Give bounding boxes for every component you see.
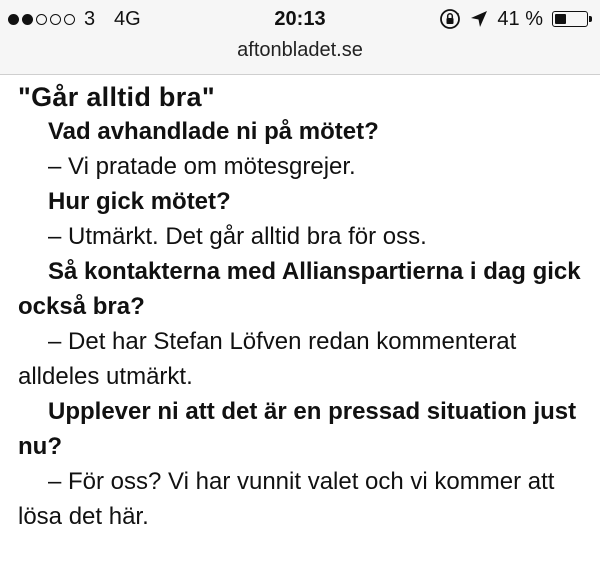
interview-question: Upplever ni att det är en pressad situation just nu? [18, 398, 577, 460]
status-time: 20:13 [274, 8, 326, 30]
interview-question: Så kontakterna med Allianspartierna i dag gick också bra? [18, 258, 581, 320]
status-right-group [439, 7, 588, 31]
network-type: 4G [114, 8, 141, 30]
battery-tip [589, 16, 592, 22]
browser-header [0, 0, 600, 75]
interview-question: Hur gick mötet? [48, 188, 231, 215]
interview-answer: – Utmärkt. Det går alltid bra för oss. [48, 223, 427, 250]
location-arrow-icon [470, 10, 488, 28]
article-headline: "Går alltid bra" [18, 82, 215, 112]
battery-percentage: 41 % [497, 7, 543, 30]
battery-icon [552, 11, 588, 27]
address-bar-url[interactable]: aftonbladet.se [237, 39, 363, 61]
interview-answer: – För oss? Vi har vunnit valet och vi kommer att lösa det här. [18, 468, 555, 530]
interview-answer: – Vi pratade om mötesgrejer. [48, 153, 356, 180]
rotation-lock-icon [439, 8, 461, 30]
carrier-name: 3 [84, 8, 96, 30]
interview-answer: – Det har Stefan Löfven redan kommenterat alldeles utmärkt. [18, 328, 517, 390]
article-content [18, 76, 588, 534]
battery-level-fill [555, 14, 566, 24]
interview-question: Vad avhandlade ni på mötet? [48, 118, 379, 145]
status-bar [0, 0, 600, 38]
interview-qa [18, 114, 588, 534]
